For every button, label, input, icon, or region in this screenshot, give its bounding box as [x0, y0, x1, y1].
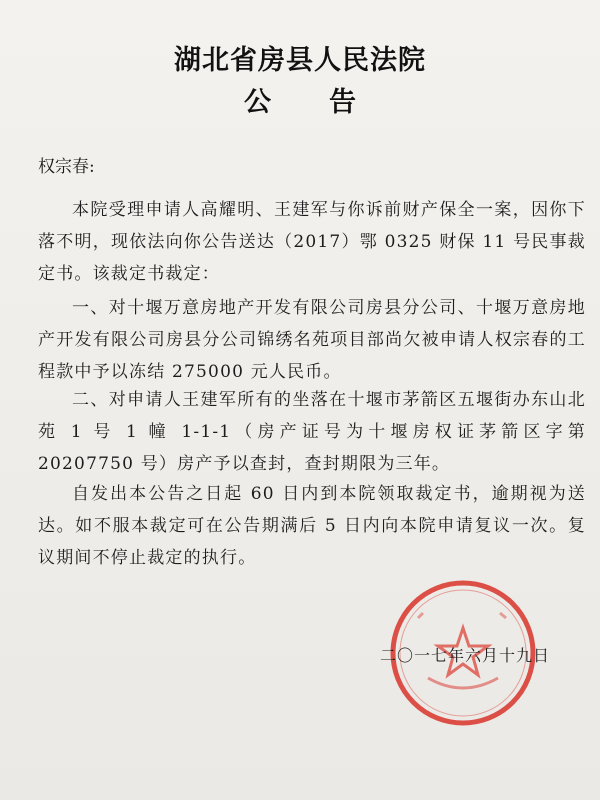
paragraph-instructions: 自发出本公告之日起 60 日内到本院领取裁定书，逾期视为送达。如不服本裁定可在公告期满后 5 日内向本院申请复议一次。复议期间不停止裁定的执行。 — [38, 484, 586, 568]
court-name: 湖北省房县人民法院 — [174, 45, 426, 76]
paragraph-ruling-one: 一、对十堰万意房地产开发有限公司房县分公司、十堰万意房地产开发有限公司房县分公司锦绣名苑项目部尚欠被申请人权宗春的工程款中予以冻结 275000 元人民币。 — [38, 298, 586, 382]
paragraph-ruling-two: 二、对申请人王建军所有的坐落在十堰市茅箭区五堰街办东山北苑 1 号 1 幢 1-1-1（房产证号为十堰房权证茅箭区字第 20207750 号）房产予以查封，查封期限为三年。 — [38, 390, 586, 474]
issue-date: 二〇一七年六月十九日 — [380, 646, 551, 665]
document-title: 公告 — [244, 87, 414, 118]
addressee: 权宗春: — [38, 157, 95, 177]
paragraph-intro: 本院受理申请人高耀明、王建军与你诉前财产保全一案，因你下落不明，现依法向你公告送达（2017）鄂 0325 财保 11 号民事裁定书。该裁定书裁定： — [38, 200, 586, 284]
